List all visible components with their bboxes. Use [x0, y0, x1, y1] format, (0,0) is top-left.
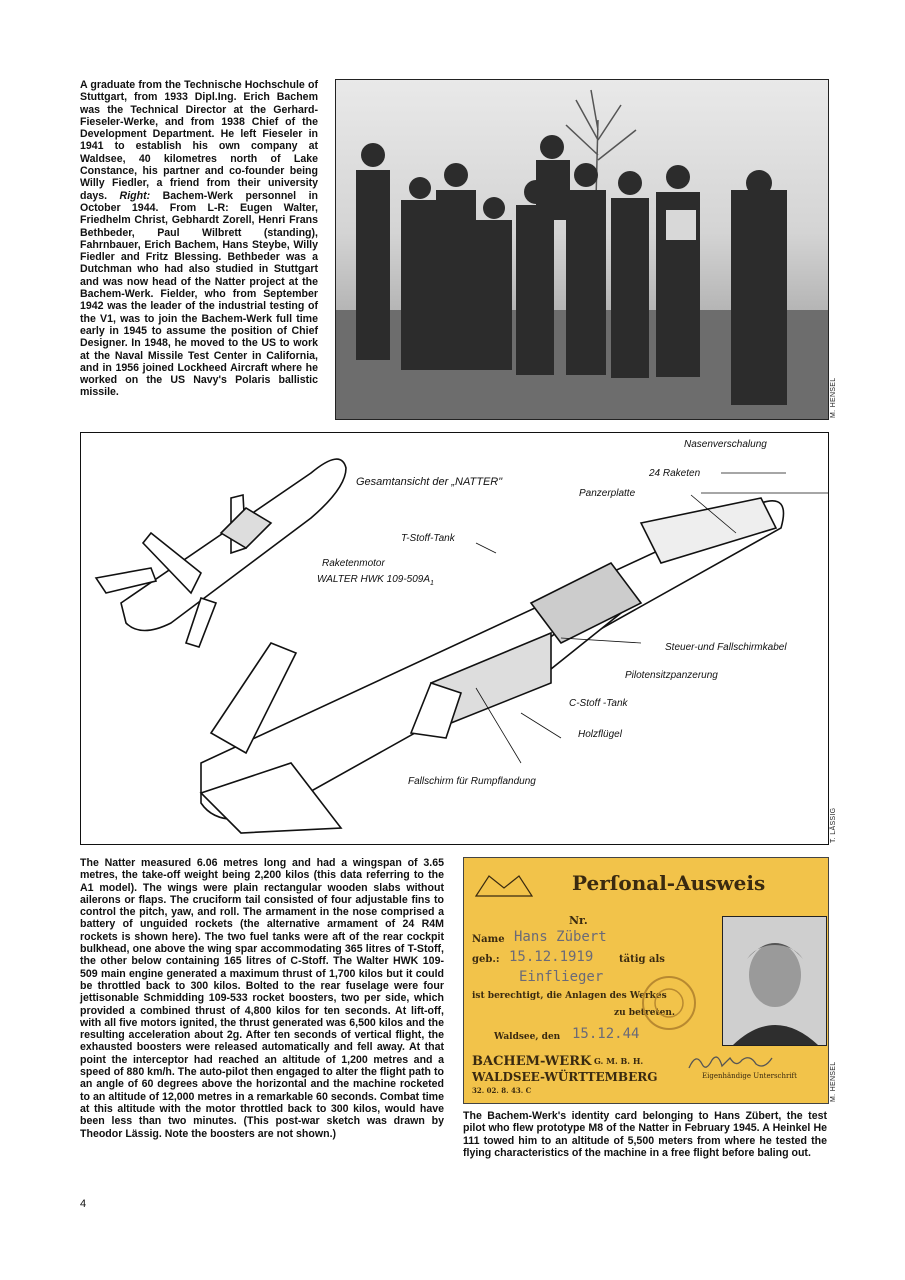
label-parachute: Fallschirm für Rumpflandung	[408, 776, 536, 787]
drawing-title-label: Gesamtansicht der „NATTER"	[356, 476, 503, 488]
label-wooden-wing: Holzflügel	[578, 729, 622, 740]
card-job: Einflieger	[519, 969, 604, 985]
card-credit: M. HENSEL	[830, 1061, 837, 1102]
label-rocket-motor: Raketenmotor	[322, 558, 385, 569]
card-birth-label: geb.:	[472, 954, 500, 965]
card-signature-label: Eigenhändige Unterschrift	[702, 1072, 797, 1080]
label-nose-fairing: Nasenverschalung	[684, 439, 767, 450]
label-24-rockets: 24 Raketen	[649, 468, 701, 479]
eagle-emblem-icon	[474, 872, 534, 900]
card-name-label: Name	[472, 934, 505, 945]
card-company: BACHEM-WERK	[472, 1054, 592, 1069]
main-caption-text: The Natter measured 6.06 metres long and had a wingspan of 3.65 metres, the take-off weight being 2,200 kilos (this data referring to the A1 model). The wings were plain rectangular wooden slabs without ailerons or flaps. The cruciform tail consisted of four adjustable fins to control the pitch, yaw, and roll. The armament in the nose comprised a battery of unguided rockets (the alternative armament of 24 R4M rockets is shown here). The two fuel tanks were aft of the rear cockpit bulkhead, one above the wing spar accommodating 365 litres of T-Stoff, the other below containing 165 litres of C-Stoff. The Walter HWK 109-509 main engine generated a maximum thrust of 1,700 kilos but it could be throttled back to 300 kilos. Bolted to the rear fuselage were four jettisonable Schmidding 109-533 rocket boosters, two per side, which provided a combined thrust of 4,800 kilos for ten seconds. At lift-off, with all five motors ignited, the thrust generated was 6,500 kilos and the resulting acceleration about 2g. After ten seconds of vertical flight, the exhausted boosters were released automatically and fell away. At that point the interceptor had reached an altitude of 1,200 metres and a speed of 880 km/h. The auto-pilot then engaged to alter the flight path to an angle of 60 degrees above the horizontal and the machine rocketed to an altitude of 12,000 metres in a remarkable 60 seconds. Combat time at this altitude with the motor throttled back to 300 kilos, would have been less than two minutes. (This post-war sketch was drawn by Theodor Lässig. Note the boosters are not shown.)	[80, 857, 444, 1140]
label-walter-motor-text: WALTER HWK 109-509A	[317, 574, 431, 585]
natter-cutaway-drawing	[80, 432, 829, 845]
card-nr: Nr.	[569, 914, 588, 927]
label-control-cables: Steuer-und Fallschirmkabel	[665, 642, 787, 653]
label-walter-motor	[317, 574, 434, 587]
label-c-stoff-tank: C-Stoff -Tank	[569, 698, 628, 709]
card-place-date-label: Waldsee, den	[494, 1032, 561, 1042]
group-photo-image	[336, 80, 828, 419]
group-photo	[335, 79, 829, 420]
drawing-credit: T. LÄSSIG	[830, 807, 837, 843]
card-date: 15.12.44	[572, 1026, 640, 1042]
label-walter-motor-sub: 1	[430, 580, 434, 587]
signature-icon	[686, 1050, 776, 1074]
card-name-value: Hans Zübert	[514, 929, 607, 945]
card-to-enter: zu betreten.	[614, 1008, 675, 1018]
card-code: 32. 02. 8. 43. C	[472, 1086, 532, 1095]
card-gmbh: G. M. B. H.	[594, 1056, 644, 1066]
label-armor-plate: Panzerplatte	[579, 488, 636, 499]
main-caption	[80, 857, 444, 1140]
label-pilot-seat-armor: Pilotensitzpanzerung	[625, 670, 718, 681]
card-company-location: WALDSEE-WÜRTTEMBERG	[472, 1070, 658, 1084]
card-title: Perſonal-Ausweis	[572, 871, 766, 895]
intro-caption-right-label: Right:	[119, 189, 151, 202]
intro-caption-text: A graduate from the Technische Hochschule of Stuttgart, from 1933 Dipl.Ing. Erich Bachem was the Technical Director at the Gerhard-Fieseler-Werke, and from 1938 Chief of the Development Department. He left Fieseler in 1941 to establish his own company at Waldsee, 40 kilometres north of Lake Constance, his partner and co-founder being Willy Fiedler, a friend from their university days.	[80, 79, 318, 202]
id-photo	[722, 916, 827, 1046]
page-number: 4	[80, 1198, 87, 1210]
company-stamp-icon	[639, 973, 699, 1033]
card-caption-text: The Bachem-Werk's identity card belonging to Hans Zübert, the test pilot who flew prototype M8 of the Natter in February 1945. A Heinkel He 111 towed him to an altitude of 5,500 meters from where he tested the flying characteristics of the machine in a free flight before baling out.	[463, 1110, 827, 1159]
photo-credit: M. HENSEL	[830, 377, 837, 418]
identity-card	[463, 857, 829, 1104]
card-birth-value: 15.12.1919	[509, 949, 594, 965]
label-t-stoff-tank: T-Stoff-Tank	[401, 533, 455, 544]
card-authorized: ist berechtigt, die Anlagen des Werkes	[472, 991, 667, 1001]
intro-caption	[80, 79, 318, 399]
portrait-image	[723, 917, 826, 1045]
intro-caption-continuation: Bachem-Werk personnel in October 1944. From L-R: Eugen Walter, Friedhelm Christ, Gebhardt Zorell, Henri Frans Bethbeder, Paul Wilbrett (standing), Fahrnbauer, Erich Bachem, Hans Steybe, Willy Fiedler and Fritz Blessing. Bethbeder was a Dutchman who had also studied in Stuttgart and was now head of the Natter project at the Bachem-Werk. Fielder, who from September 1942 was the leader of the industrial testing of the V1, was to join the Bachem-Werk full time early in 1945 to assume the position of Chief Designer. In 1948, he moved to the US to work at the Naval Missile Test Center in California, and in 1956 joined Lockheed Aircraft where he worked on the US Navy's Polaris ballistic missile.	[80, 189, 318, 399]
card-occupation-label: tätig als	[619, 954, 665, 965]
card-caption	[463, 1110, 827, 1159]
